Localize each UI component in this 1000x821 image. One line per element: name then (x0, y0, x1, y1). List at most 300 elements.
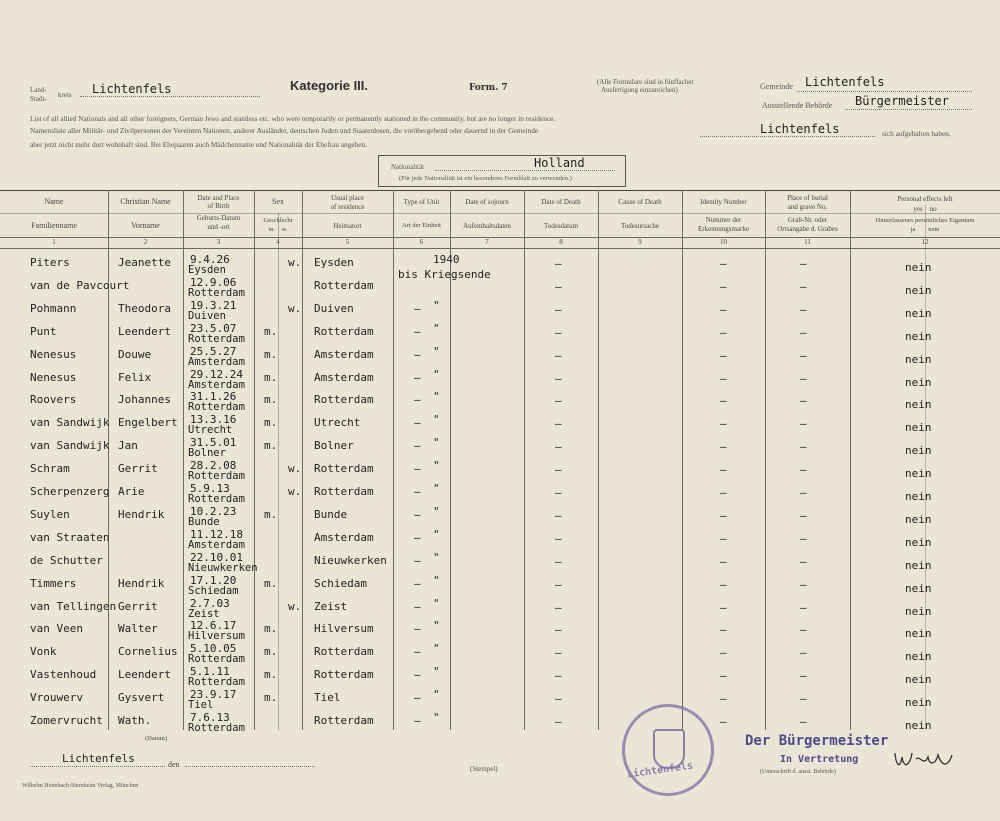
row-birth-date: 31.1.26 (190, 390, 237, 403)
row-effects: nein (905, 605, 932, 618)
row-christian-name: Gysvert (118, 691, 165, 704)
row-christian-name: Gerrit (118, 600, 158, 613)
row-birth-place: Bunde (188, 516, 220, 528)
row-christian-name: Johannes (118, 393, 171, 406)
row-sex: w. (288, 462, 302, 475)
row-effects: nein (905, 421, 932, 434)
row-effects: nein (905, 673, 932, 686)
row-birth-place: Hilversum (188, 630, 245, 642)
row-sex: w. (288, 256, 302, 269)
row-christian-name: Arie (118, 485, 145, 498)
row-birth-date: 17.1.20 (190, 574, 237, 587)
row-birth-place: Tiel (188, 699, 214, 711)
row-birth-place: Rotterdam (188, 470, 245, 482)
row-sojourn: " (433, 368, 440, 381)
row-death-date-dash: – (555, 349, 562, 362)
row-effects: nein (905, 536, 932, 549)
row-birth-place: Rotterdam (188, 653, 245, 665)
row-effects: nein (905, 650, 932, 663)
gemeinde-value: Lichtenfels (805, 75, 885, 89)
row-birth-place: Rotterdam (188, 333, 245, 345)
row-sojourn: " (433, 482, 440, 495)
row-birth-place: Rotterdam (188, 722, 245, 734)
col-death-num: 8 (559, 238, 563, 246)
row-burial-dash: – (800, 280, 807, 293)
row-name: Piters (30, 256, 70, 269)
row-residence: Rotterdam (314, 668, 374, 681)
col-burial-de: Grab-Nr. oder Ortsangabe d. Grabes (777, 216, 838, 233)
col-cause-en: Cause of Death (618, 198, 662, 206)
col-christian-de: Vorname (131, 221, 160, 230)
col-name-de: Familienname (31, 221, 77, 230)
row-birth-date: 19.3.21 (190, 299, 237, 312)
row-death-date-dash: – (555, 692, 562, 705)
row-birth-date: 22.10.01 (190, 551, 243, 564)
row-identity-dash: – (720, 623, 727, 636)
row-death-date-dash: – (555, 669, 562, 682)
row-sojourn: " (433, 551, 440, 564)
row-residence: Bunde (314, 508, 348, 521)
row-death-date-dash: – (555, 440, 562, 453)
row-sex: m. (264, 348, 278, 361)
row-unit-type: – (414, 600, 421, 613)
row-birth-date: 7.6.13 (190, 711, 230, 724)
row-death-date-dash: – (555, 280, 562, 293)
row-unit-type: – (414, 714, 421, 727)
col-identity-en: Identity Number (700, 198, 747, 206)
row-unit-type: – (414, 508, 421, 521)
row-birth-date: 5.9.13 (190, 482, 230, 495)
row-sojourn: " (433, 322, 440, 335)
row-death-date-dash: – (555, 623, 562, 636)
row-birth-place: Rotterdam (188, 676, 245, 688)
row-sojourn: " (433, 688, 440, 701)
row-effects: nein (905, 719, 932, 732)
row-identity-dash: – (720, 280, 727, 293)
row-identity-dash: – (720, 578, 727, 591)
row-name: Suylen (30, 508, 70, 521)
row-sojourn: " (433, 299, 440, 312)
row-sex: w. (288, 302, 302, 315)
row-residence: Rotterdam (314, 279, 374, 292)
row-name: van Straaten (30, 531, 110, 544)
row-burial-dash: – (800, 486, 807, 499)
row-identity-dash: – (720, 463, 727, 476)
row-name: Punt (30, 325, 57, 338)
intro-german-3: aber jetzt nicht mehr dort wohnhaft sind. Bei Ehepaaren auch Mädchenname und Nationalität der Ehefrau angeben. (30, 140, 367, 149)
col-effects-de: Hinterlassenes persönliches Eigentum ja nein (875, 217, 975, 233)
official-stamp (622, 704, 714, 796)
row-residence: Rotterdam (314, 485, 374, 498)
row-residence: Duiven (314, 302, 354, 315)
row-birth-place: Amsterdam (188, 356, 245, 368)
col-sojourn-num: 7 (485, 238, 489, 246)
row-birth-date: 12.6.17 (190, 619, 237, 632)
row-birth-place: Schiedam (188, 585, 239, 597)
row-effects: nein (905, 444, 932, 457)
row-death-date-dash: – (555, 555, 562, 568)
col-identity-num: 10 (720, 238, 727, 246)
row-birth-date: 5.1.11 (190, 665, 230, 678)
row-sojourn: " (433, 436, 440, 449)
row-residence: Rotterdam (314, 645, 374, 658)
row-effects: nein (905, 376, 932, 389)
row-name: van Tellingen (30, 600, 117, 613)
row-unit-type: – (414, 416, 421, 429)
row-unit-type: – (414, 325, 421, 338)
col-sex-num: 4 (276, 238, 280, 246)
row-birth-place: Nieuwkerken (188, 562, 258, 574)
row-birth-place: Rotterdam (188, 493, 245, 505)
row-burial-dash: – (800, 257, 807, 270)
row-burial-dash: – (800, 578, 807, 591)
row-burial-dash: – (800, 532, 807, 545)
row-sojourn: " (433, 505, 440, 518)
row-christian-name: Jan (118, 439, 138, 452)
row-identity-dash: – (720, 692, 727, 705)
row-burial-dash: – (800, 623, 807, 636)
col-unit-num: 6 (419, 238, 424, 246)
row-identity-dash: – (720, 715, 727, 728)
row-identity-dash: – (720, 646, 727, 659)
row-birth-date: 11.12.18 (190, 528, 243, 541)
row-name: Vastenhoud (30, 668, 97, 681)
row-burial-dash: – (800, 715, 807, 728)
col-cause-de: Todesursache (621, 222, 659, 230)
row-effects: nein (905, 559, 932, 572)
row-name: de Schutter (30, 554, 103, 567)
row-effects: nein (905, 467, 932, 480)
row-christian-name: Wath. (118, 714, 152, 727)
kategorie-title: Kategorie III. (290, 78, 369, 93)
row-effects: nein (905, 307, 932, 320)
row-unit-type: – (414, 577, 421, 590)
row-christian-name: Walter (118, 622, 158, 635)
row-christian-name: Hendrik (118, 508, 165, 521)
row-death-date-dash: – (555, 646, 562, 659)
row-identity-dash: – (720, 669, 727, 682)
row-name: Timmers (30, 577, 77, 590)
row-residence: Zeist (314, 600, 348, 613)
row-christian-name: Theodora (118, 302, 171, 315)
col-residence-num: 5 (345, 238, 350, 246)
col-christian-num: 2 (143, 238, 148, 246)
col-unit-de: Art der Einheit (402, 222, 441, 229)
row-christian-name: Hendrik (118, 577, 165, 590)
form-note-2: Ausfertigung einzureichen) (601, 86, 678, 94)
row-identity-dash: – (720, 509, 727, 522)
row-name: Nenesus (30, 371, 77, 384)
row-sojourn: " (433, 574, 440, 587)
row-sex: m. (264, 508, 278, 521)
col-sojourn-de: Aufenthaltsdaten (463, 222, 511, 230)
row-identity-dash: – (720, 257, 727, 270)
footer-den: den (168, 760, 180, 769)
row-sojourn: " (433, 642, 440, 655)
col-burial-en: Place of burial and grave No. (787, 194, 828, 211)
kreis-value: Lichtenfels (92, 82, 172, 96)
col-sojourn-en: Date of sojourn (465, 198, 509, 206)
row-identity-dash: – (720, 372, 727, 385)
row-sex: w. (288, 600, 302, 613)
row-residence: Utrecht (314, 416, 361, 429)
row-birth-place: Amsterdam (188, 539, 245, 551)
form-number: Form. 7 (469, 83, 508, 93)
row-name: van Sandwijk (30, 439, 110, 452)
row-name: Vonk (30, 645, 57, 658)
col-birth-en: Date and Place of Birth (197, 194, 240, 210)
row-burial-dash: – (800, 349, 807, 362)
intro-english: List of all allied Nationals and all other foreigners, German Jews and stateless etc. who were temporarily or permanently stationed in the community, but are no longer in residence. (30, 114, 556, 123)
col-name-en: Name (44, 197, 64, 206)
row-burial-dash: – (800, 440, 807, 453)
col-birth-num: 3 (216, 238, 221, 246)
row-unit-type: – (414, 462, 421, 475)
signature-sub: In Vertretung (780, 754, 859, 765)
col-death-en: Date of Death (541, 198, 581, 206)
row-name: Roovers (30, 393, 77, 406)
row-residence: Bolner (314, 439, 354, 452)
row-name: van de Pavcourt (30, 279, 130, 292)
col-effects-en: Personal effects left yes no (897, 195, 953, 213)
row-birth-place: Bolner (188, 447, 226, 459)
row-christian-name: Felix (118, 371, 152, 384)
row-unit-type: – (414, 348, 421, 361)
row-burial-dash: – (800, 555, 807, 568)
row-death-date-dash: – (555, 715, 562, 728)
row-sojourn: " (433, 528, 440, 541)
row-residence: Rotterdam (314, 714, 374, 727)
col-identity-de: Nummer der Erkennungsmarke (698, 216, 749, 233)
form-note-1: (Alle Formulare sind in fünffacher (597, 78, 694, 86)
row-burial-dash: – (800, 303, 807, 316)
row-burial-dash: – (800, 509, 807, 522)
nationality-note: (Für jede Nationalität ist ein besonderes Formblatt zu verwenden.) (399, 175, 572, 182)
row-sex: m. (264, 416, 278, 429)
row-birth-date: 23.9.17 (190, 688, 237, 701)
row-residence: Rotterdam (314, 325, 374, 338)
row-name: Schram (30, 462, 70, 475)
row-christian-name: Jeanette (118, 256, 171, 269)
row-sojourn: " (433, 619, 440, 632)
row-identity-dash: – (720, 601, 727, 614)
row-birth-date: 25.5.27 (190, 345, 237, 358)
row-unit-type: – (414, 302, 421, 315)
row-effects: nein (905, 330, 932, 343)
row-unit-type: – (414, 439, 421, 452)
row-effects: nein (905, 284, 932, 297)
row-sojourn: 1940 (433, 253, 460, 266)
row-name: van Veen (30, 622, 83, 635)
row-unit-type: – (414, 554, 421, 567)
col-cause-num: 9 (638, 238, 642, 246)
row-unit-type: – (414, 668, 421, 681)
row-sex: w. (288, 485, 302, 498)
col-christian-en: Christian Name (120, 197, 171, 206)
row-birth-date: 12.9.06 (190, 276, 237, 289)
row-name: Pohmann (30, 302, 77, 315)
row-identity-dash: – (720, 394, 727, 407)
intro-german-1: Namensliste aller Militär- und Zivilpersonen der Vereinten Nationen, anderer Ausländer, deutschen Juden und Staatenlosen, die vorübergehend oder dauernd in der Gemeinde (30, 126, 539, 135)
row-sex: m. (264, 439, 278, 452)
row-identity-dash: – (720, 440, 727, 453)
row-birth-date: 5.10.05 (190, 642, 237, 655)
row-birth-place: Zeist (188, 608, 220, 620)
nationality-value: Holland (534, 156, 585, 170)
row-birth-place: Eysden (188, 264, 226, 276)
row-birth-date: 29.12.24 (190, 368, 243, 381)
row-name: Zomervrucht (30, 714, 103, 727)
col-burial-num: 11 (804, 238, 811, 246)
row-burial-dash: – (800, 394, 807, 407)
col-residence-en: Usual place of residence (330, 194, 365, 211)
col-residence-de: Heimatort (333, 222, 362, 230)
row-sojourn: " (433, 459, 440, 472)
row-identity-dash: – (720, 303, 727, 316)
row-death-date-dash: – (555, 394, 562, 407)
row-christian-name: Gerrit (118, 462, 158, 475)
intro-german-place: Lichtenfels (760, 122, 840, 136)
row-birth-date: 2.7.03 (190, 597, 230, 610)
row-burial-dash: – (800, 372, 807, 385)
row-residence: Rotterdam (314, 462, 374, 475)
row-residence: Amsterdam (314, 348, 374, 361)
row-death-date-dash: – (555, 372, 562, 385)
row-birth-place: Amsterdam (188, 379, 245, 391)
row-sex: m. (264, 668, 278, 681)
row-burial-dash: – (800, 326, 807, 339)
row-effects: nein (905, 353, 932, 366)
row-sojourn: " (433, 711, 440, 724)
col-death-de: Todesdatum (543, 222, 579, 230)
row-burial-dash: – (800, 601, 807, 614)
row-birth-date: 13.3.16 (190, 413, 237, 426)
row-christian-name: Leendert (118, 325, 171, 338)
row-name: Nenesus (30, 348, 77, 361)
row-unit-type: – (414, 485, 421, 498)
row-identity-dash: – (720, 486, 727, 499)
row-birth-place: Duiven (188, 310, 226, 322)
row-burial-dash: – (800, 646, 807, 659)
handwritten-signature (890, 745, 965, 775)
row-birth-date: 10.2.23 (190, 505, 237, 518)
row-death-date-dash: – (555, 532, 562, 545)
row-identity-dash: – (720, 417, 727, 430)
row-effects: nein (905, 490, 932, 503)
datum-label: (Datum) (145, 735, 168, 742)
row-death-date-dash: – (555, 257, 562, 270)
row-residence: Eysden (314, 256, 354, 269)
row-birth-date: 31.5.01 (190, 436, 237, 449)
row-christian-name: Engelbert (118, 416, 178, 429)
row-sex: m. (264, 325, 278, 338)
row-effects: nein (905, 513, 932, 526)
nationality-box (378, 155, 626, 187)
row-sex: m. (264, 393, 278, 406)
col-sex-de: Geschlecht m. w. (263, 217, 293, 233)
col-sex-en: Sex (272, 197, 284, 206)
row-sex: m. (264, 645, 278, 658)
row-residence: Amsterdam (314, 371, 374, 384)
behoerde-value: Bürgermeister (855, 94, 949, 108)
row-burial-dash: – (800, 669, 807, 682)
row-burial-dash: – (800, 463, 807, 476)
row-effects: nein (905, 261, 932, 274)
row-christian-name: Douwe (118, 348, 152, 361)
row-death-date-dash: – (555, 463, 562, 476)
row-death-date-dash: – (555, 486, 562, 499)
row-death-date-dash: – (555, 509, 562, 522)
row-unit-type: – (414, 691, 421, 704)
row-death-date-dash: – (555, 578, 562, 591)
col-effects-num: 12 (921, 238, 929, 246)
row-death-date-dash: – (555, 326, 562, 339)
row-birth-date: 28.2.08 (190, 459, 237, 472)
row-residence: Hilversum (314, 622, 374, 635)
row-unit-type: – (414, 393, 421, 406)
row1-extra: bis Kriegsende (398, 268, 491, 281)
row-sojourn: " (433, 413, 440, 426)
row-burial-dash: – (800, 417, 807, 430)
row-burial-dash: – (800, 692, 807, 705)
row-identity-dash: – (720, 349, 727, 362)
row-sojourn: " (433, 345, 440, 358)
row-christian-name: Cornelius (118, 645, 178, 658)
row-sojourn: " (433, 390, 440, 403)
row-sex: m. (264, 622, 278, 635)
row-birth-place: Rotterdam (188, 287, 245, 299)
row-sex: m. (264, 691, 278, 704)
row-effects: nein (905, 696, 932, 709)
row-birth-place: Rotterdam (188, 401, 245, 413)
row-name: Vrouwerv (30, 691, 83, 704)
row-birth-place: Utrecht (188, 424, 233, 436)
row-unit-type: – (414, 645, 421, 658)
row-sex: m. (264, 371, 278, 384)
row-residence: Rotterdam (314, 393, 374, 406)
row-effects: nein (905, 627, 932, 640)
gemeinde-label: Gemeinde (760, 82, 793, 91)
row-residence: Tiel (314, 691, 341, 704)
signature-caption: (Unterschrift d. ausst. Behörde) (760, 769, 836, 775)
row-name: Scherpenzerg (30, 485, 110, 498)
row-effects: nein (905, 398, 932, 411)
row-birth-date: 23.5.07 (190, 322, 237, 335)
footer-place: Lichtenfels (62, 752, 135, 765)
col-birth-de: Geburts-Datum und -ort (196, 214, 241, 231)
row-unit-type: – (414, 371, 421, 384)
row-residence: Amsterdam (314, 531, 374, 544)
row-identity-dash: – (720, 532, 727, 545)
row-christian-name: Leendert (118, 668, 171, 681)
signature-title: Der Bürgermeister (745, 733, 889, 749)
kreis-label: kreis (58, 91, 72, 99)
row-death-date-dash: – (555, 601, 562, 614)
row-unit-type: – (414, 531, 421, 544)
col-name-num: 1 (52, 238, 56, 246)
stempel-label: (Stempel) (470, 765, 498, 773)
behoerde-label: Ausstellende Behörde (762, 101, 833, 110)
row-name: van Sandwijk (30, 416, 110, 429)
land-stadt-label: Land- Stadt- (30, 86, 47, 103)
publisher-line: Wilhelm Heimbach-Sternheim Verlag, München (22, 783, 139, 789)
row-death-date-dash: – (555, 303, 562, 316)
row-sojourn: " (433, 665, 440, 678)
intro-german-2: sich aufgehalten haben, (882, 129, 951, 138)
row-death-date-dash: – (555, 417, 562, 430)
nationality-label: Nationalität (391, 163, 425, 171)
row-identity-dash: – (720, 555, 727, 568)
